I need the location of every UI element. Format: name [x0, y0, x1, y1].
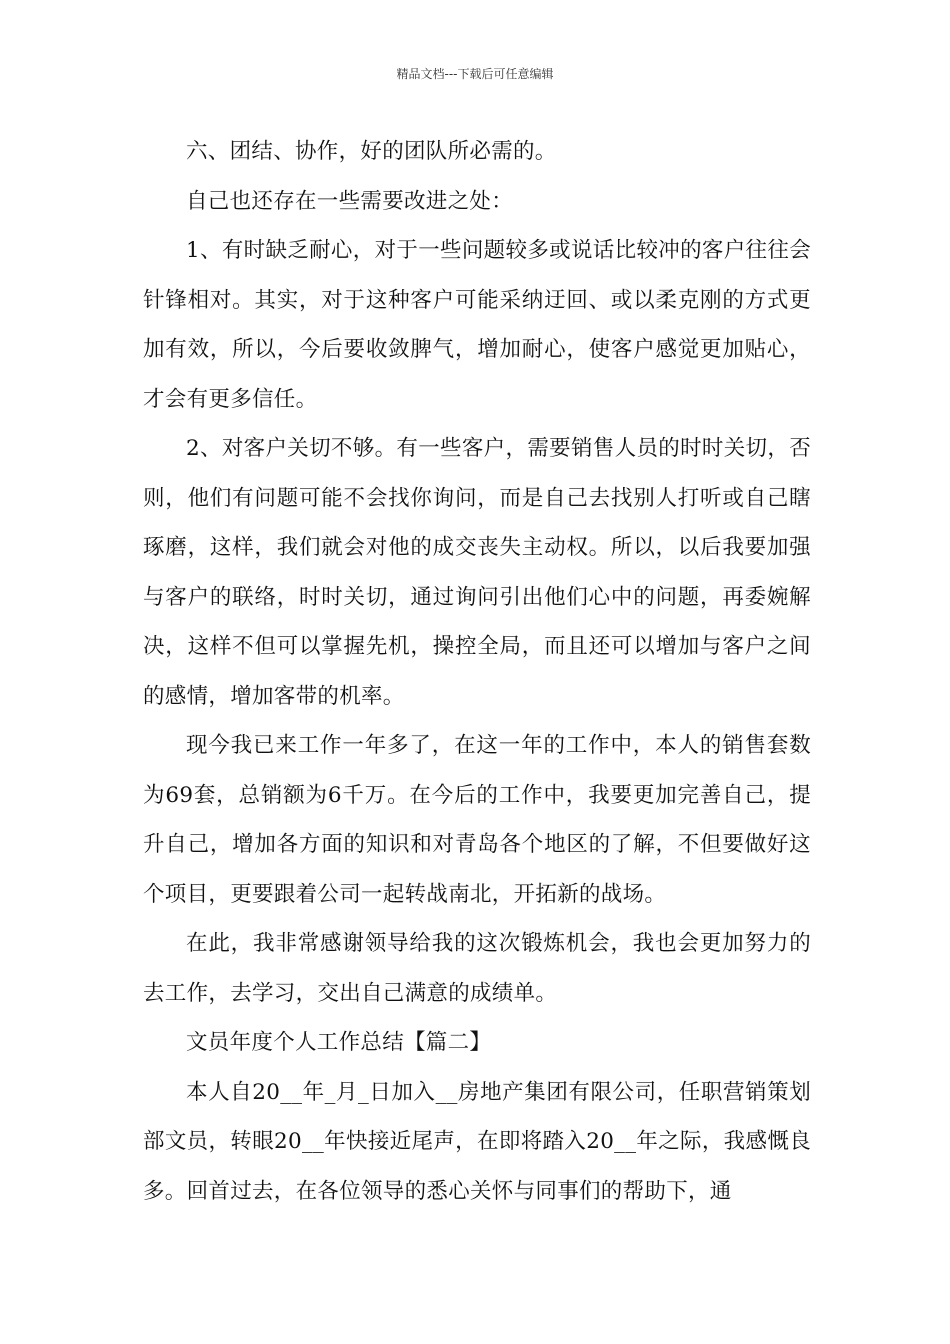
paragraph-improvements-intro: 自己也还存在一些需要改进之处：: [186, 188, 514, 214]
paragraph-thanks: 在此，我非常感谢领导给我的这次锻炼机会，我也会更加努力的去工作，去学习，交出自己满意的成绩单。: [143, 931, 811, 1006]
document-body: [143, 127, 811, 1216]
paragraph-improvement-care: 2、对客户关切不够。有一些客户，需要销售人员的时时关切，否则，他们有问题可能不会找你询问，而是自己去找别人打听或自己瞎琢磨，这样，我们就会对他的成交丧失主动权。所以，以后我要加强与客户的联络，时时关切，通过询问引出他们心中的问题，再委婉解决，这样不但可以掌握先机，操控全局，而且还可以增加与客户之间的感情，增加客带的机率。: [143, 436, 811, 709]
paragraph-section-two-intro: 本人自20__年_月_日加入__房地产集团有限公司，任职营销策划部文员，转眼20__年快接近尾声，在即将踏入20__年之际，我感慨良多。回首过去，在各位领导的悉心关怀与同事们的帮助下，通: [143, 1079, 811, 1204]
page-header: 精品文档---下载后可任意编辑: [396, 67, 554, 81]
paragraph-improvement-patience: 1、有时缺乏耐心，对于一些问题较多或说话比较冲的客户往往会针锋相对。其实，对于这种客户可能采纳迂回、或以柔克刚的方式更加有效，所以，今后要收敛脾气，增加耐心，使客户感觉更加贴心，才会有更多信任。: [143, 238, 811, 412]
paragraph-teamwork: 六、团结、协作，好的团队所必需的。: [186, 139, 557, 164]
paragraph-sales-summary: 现今我已来工作一年多了，在这一年的工作中，本人的销售套数为69套，总销额为6千万。在今后的工作中，我要更加完善自己，提升自己，增加各方面的知识和对青岛各个地区的了解，不但要做好这个项目，更要跟着公司一起转战南北，开拓新的战场。: [143, 733, 811, 907]
section-heading: 文员年度个人工作总结【篇二】: [186, 1030, 492, 1055]
